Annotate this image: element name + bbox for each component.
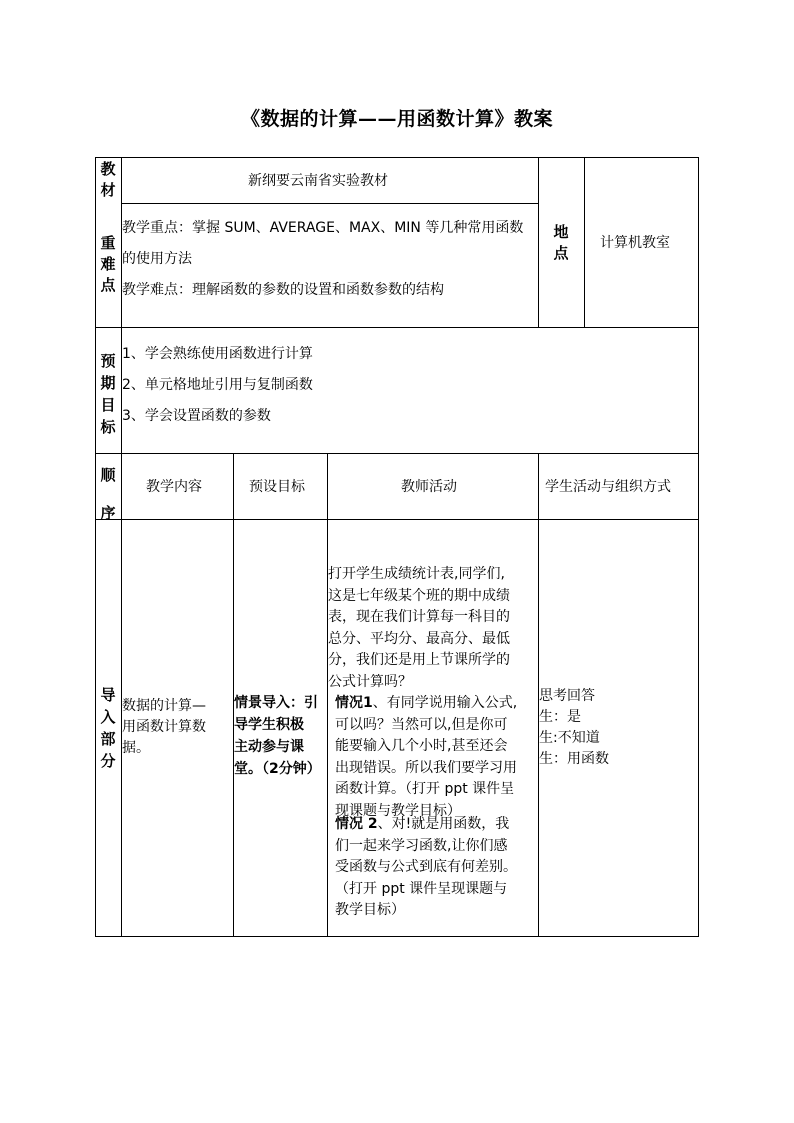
case-1-first-line — [335, 693, 517, 715]
preset-goal-line: 主动参与课 — [234, 739, 304, 755]
case-1-text: 、有同学说用输入公式, — [372, 695, 518, 711]
label-order: 顺序 — [100, 466, 116, 522]
case-1-line: 函数计算。（打开 ppt 课件呈 — [335, 781, 515, 797]
teacher-activity-line: 公式计算吗？ — [328, 673, 412, 690]
intro-content — [122, 696, 206, 759]
student-activity-line: 生：用函数 — [539, 751, 609, 767]
label-intro-section: 导入部分 — [100, 686, 116, 770]
preset-goal-line: 堂。（2分钟） — [234, 761, 321, 777]
key-focus-line: 教学重点：掌握 SUM、AVERAGE、MAX、MIN 等几种常用函数 — [122, 220, 524, 236]
student-activity-line: 生:不知道 — [539, 730, 600, 746]
label-goals: 预期目标 — [100, 352, 116, 436]
student-activity-line: 生：是 — [539, 709, 581, 725]
case-2-text: 、对!就是用函数，我 — [377, 816, 510, 832]
table-rule — [698, 157, 699, 937]
table-rule — [327, 453, 328, 937]
key-focus-line: 的使用方法 — [122, 251, 192, 267]
table-rule — [95, 327, 699, 328]
header-preset-goal: 预设目标 — [249, 479, 305, 495]
intro-content-line: 用函数计算数 — [122, 719, 206, 735]
case-1-line: 能要输入几个小时,甚至还会 — [335, 738, 508, 754]
case-2-line: （打开 ppt 课件呈现课题与 — [335, 880, 508, 897]
case-2-block — [335, 814, 517, 922]
label-textbook: 教材 — [100, 160, 116, 199]
intro-content-line: 据。 — [122, 740, 150, 756]
case-2-label: 情况 2 — [335, 816, 378, 832]
table-rule — [584, 157, 585, 328]
case-1-line: 出现错误。所以我们要学习用 — [335, 759, 517, 776]
preset-goal-line: 情景导入：引 — [234, 695, 318, 711]
label-location: 地点 — [553, 223, 569, 262]
case-1-line: 可以吗？当然可以,但是你可 — [335, 716, 508, 733]
case-2-line: 受函数与公式到底有何差别。 — [335, 859, 517, 875]
case-2-first-line — [335, 814, 517, 836]
case-1-label: 情况1 — [335, 695, 373, 711]
teacher-activity-line: 分，我们还是用上节课所学的 — [328, 652, 510, 668]
goal-item: 1、学会熟练使用函数进行计算 — [122, 346, 313, 362]
table-rule — [538, 157, 539, 328]
case-1-block — [335, 693, 517, 822]
teacher-activity-line: 表，现在我们计算每一科目的 — [328, 609, 510, 625]
preset-goal-line: 导学生积极 — [234, 717, 304, 733]
intro-preset-goal — [234, 692, 321, 780]
goal-item: 3、学会设置函数的参数 — [122, 408, 271, 424]
goal-item: 2、单元格地址引用与复制函数 — [122, 377, 313, 393]
teacher-activity-line: 打开学生成绩统计表,同学们, — [328, 566, 505, 582]
teacher-activity-intro — [328, 564, 510, 693]
intro-content-line: 数据的计算— — [122, 698, 206, 714]
textbook-value: 新纲要云南省实验教材 — [248, 173, 388, 189]
table-rule — [121, 203, 538, 204]
label-key-difficult: 重难点 — [100, 234, 116, 294]
table-rule — [95, 936, 699, 937]
table-rule — [121, 157, 122, 937]
table-rule — [95, 453, 699, 454]
header-student-activity: 学生活动与组织方式 — [545, 479, 671, 495]
header-content: 教学内容 — [146, 479, 202, 495]
case-1-line: 现课题与教学目标） — [335, 802, 461, 819]
table-rule — [95, 519, 699, 520]
key-difficulty-line: 教学难点：理解函数的参数的设置和函数参数的结构 — [122, 282, 444, 298]
location-value: 计算机教室 — [600, 235, 670, 251]
teacher-activity-line: 总分、平均分、最高分、最低 — [328, 630, 510, 647]
case-2-line: 教学目标） — [335, 902, 405, 918]
page-title: 《数据的计算——用函数计算》教案 — [240, 108, 553, 130]
teacher-activity-line: 这是七年级某个班的期中成绩 — [328, 587, 510, 604]
student-activity-intro — [539, 686, 609, 770]
case-2-line: 们一起来学习函数,让你们感 — [335, 837, 508, 854]
student-activity-line: 思考回答 — [539, 688, 595, 704]
table-rule — [95, 157, 699, 158]
header-teacher-activity: 教师活动 — [401, 479, 457, 495]
